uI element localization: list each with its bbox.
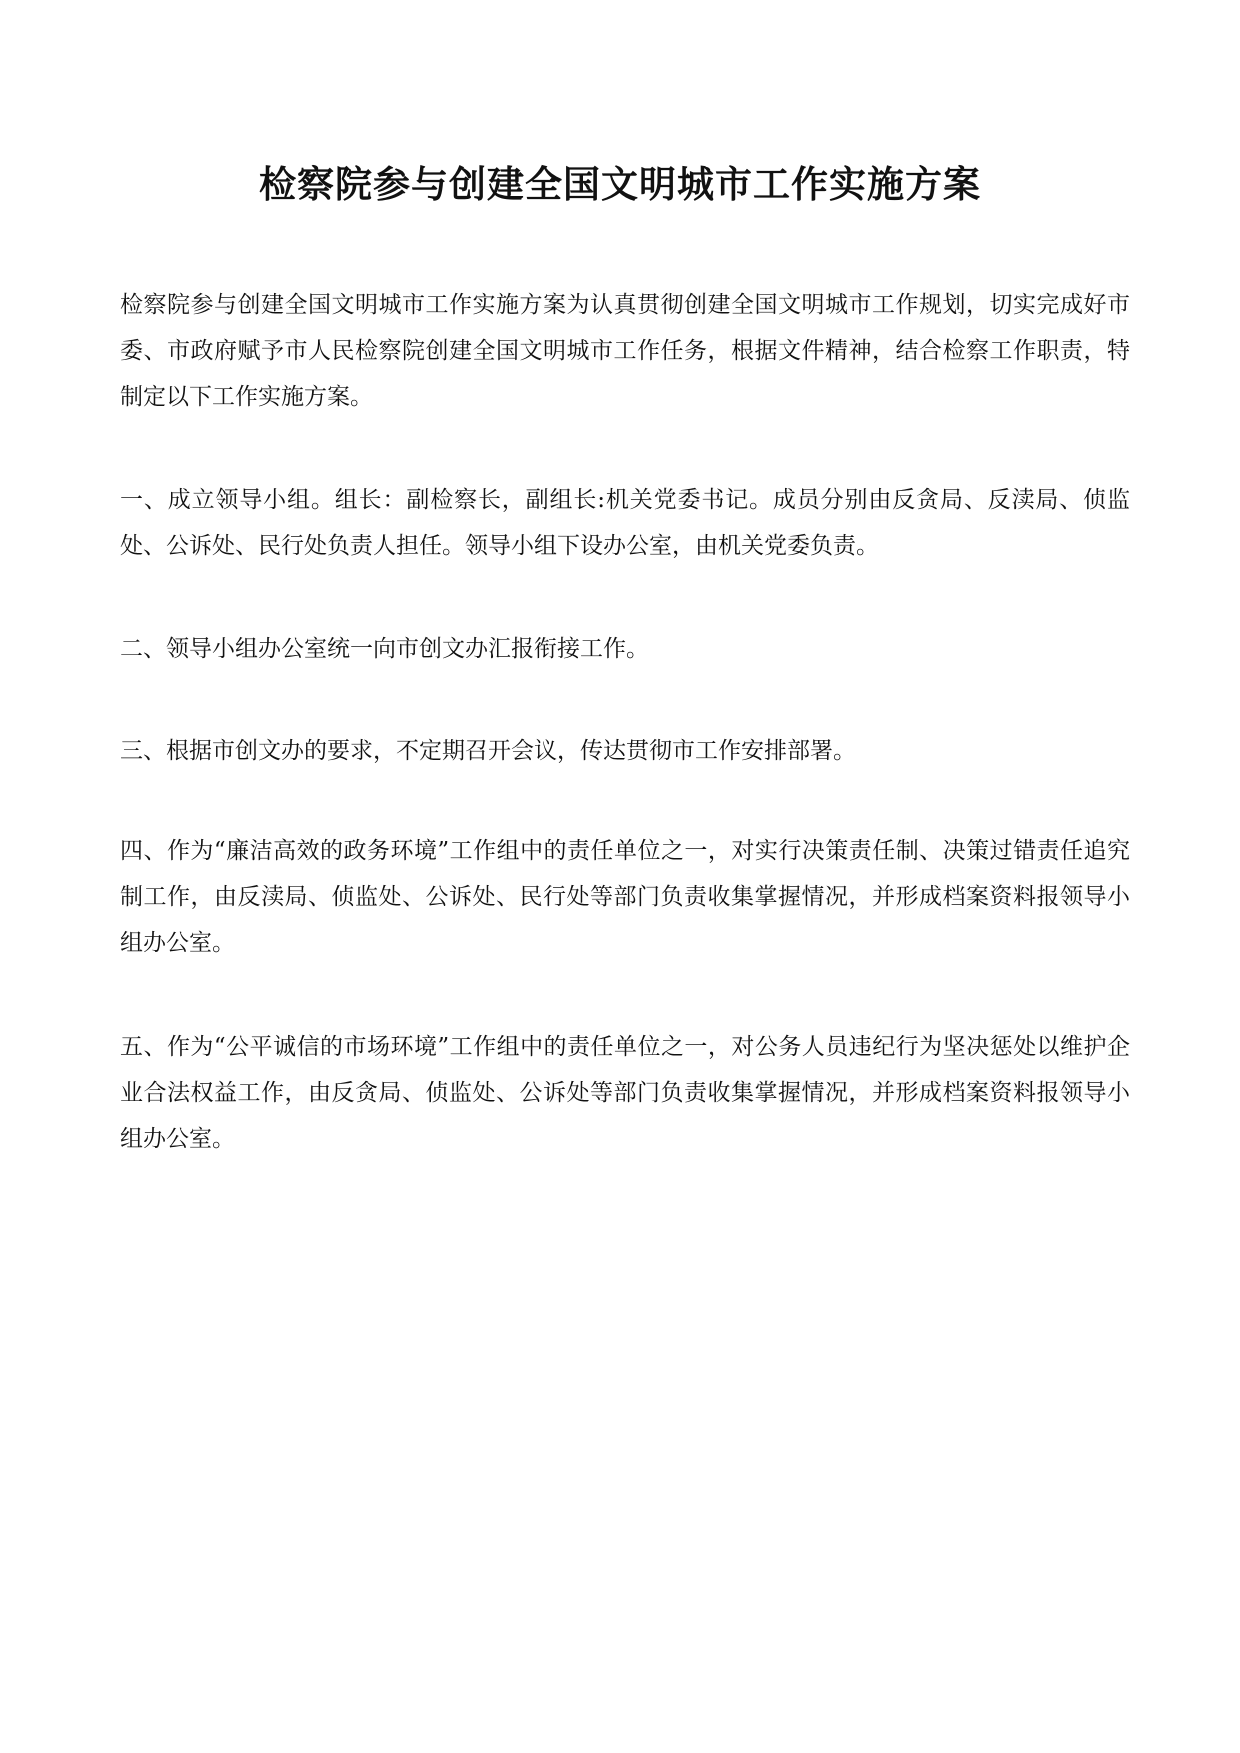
item-paragraph-4: 四、作为“廉洁高效的政务环境”工作组中的责任单位之一，对实行决策责任制、决策过错责任追究制工作，由反渎局、侦监处、公诉处、民行处等部门负责收集掌握情况，并形成档案资料报领导小组办公室。 [120, 838, 1130, 956]
item-paragraph-5: 五、作为“公平诚信的市场环境”工作组中的责任单位之一，对公务人员违纪行为坚决惩处以维护企业合法权益工作，由反贪局、侦监处、公诉处等部门负责收集掌握情况，并形成档案资料报领导小组办公室。 [120, 1034, 1130, 1152]
item-paragraph-1: 一、成立领导小组。组长：副检察长，副组长:机关党委书记。成员分别由反贪局、反渎局、侦监处、公诉处、民行处负责人担任。领导小组下设办公室，由机关党委负责。 [120, 487, 1130, 559]
intro-paragraph: 检察院参与创建全国文明城市工作实施方案为认真贯彻创建全国文明城市工作规划，切实完成好市委、市政府赋予市人民检察院创建全国文明城市工作任务，根据文件精神，结合检察工作职责，特制定以下工作实施方案。 [120, 292, 1130, 410]
item-paragraph-2: 二、领导小组办公室统一向市创文办汇报衔接工作。 [120, 636, 649, 662]
item-paragraph-3: 三、根据市创文办的要求，不定期召开会议，传达贯彻市工作安排部署。 [120, 738, 856, 764]
document-title: 检察院参与创建全国文明城市工作实施方案 [259, 162, 981, 206]
